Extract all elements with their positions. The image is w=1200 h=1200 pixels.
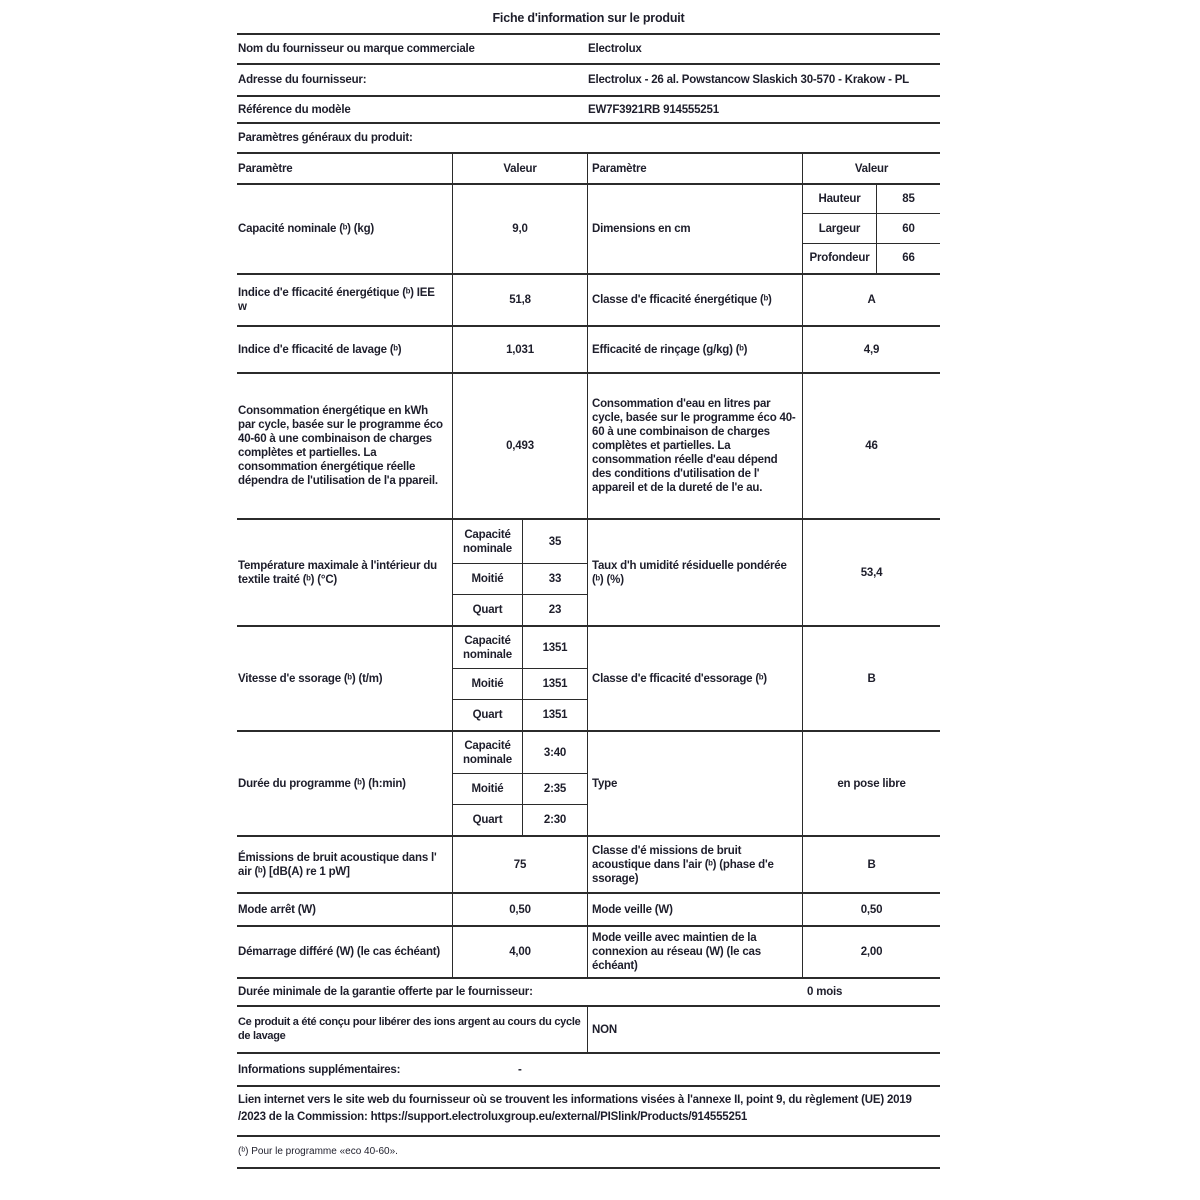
dimension-depth-value: 66	[902, 252, 915, 265]
row-consumption	[237, 374, 940, 520]
energy-class-label: Classe d'e fficacité énergétique (ᵇ)	[588, 275, 803, 325]
duration-rated-label: Capacité nominale	[453, 732, 523, 773]
energy-consumption-label: Consommation énergétique en kWh par cycle, basée sur le programme éco 40-60 à une combinaison de charges complètes et partielles. La consommation énergétique réelle dépendra de l'utilisation de l'a ppareil.	[237, 374, 453, 518]
product-information-sheet	[237, 0, 940, 1169]
header-param-left: Paramètre	[237, 154, 453, 183]
max-temp-label: Température maximale à l'intérieur du textile traité (ᵇ) (°C)	[237, 520, 453, 625]
duration-half-row	[453, 774, 587, 804]
row-temperature-humidity	[237, 520, 940, 627]
max-temp-half-row	[453, 564, 587, 594]
max-temp-half-value: 33	[548, 572, 562, 585]
header-value-right: Valeur	[854, 162, 889, 175]
iee-value: 51,8	[453, 275, 588, 325]
warranty-label: Durée minimale de la garantie offerte par le fournisseur:	[238, 986, 533, 998]
spin-quarter-value: 1351	[542, 708, 568, 721]
networked-standby-value: 2,00	[860, 946, 883, 958]
row-duration-type	[237, 732, 940, 837]
off-mode-value: 0,50	[453, 894, 588, 925]
dimensions-label: Dimensions en cm	[588, 185, 803, 273]
noise-class-label: Classe d'é missions de bruit acoustique dans l'air (ᵇ) (phase d'e ssorage)	[588, 837, 803, 892]
row-energy-index-class	[237, 275, 940, 327]
delayed-start-value: 4,00	[453, 927, 588, 977]
spin-half-row	[453, 669, 587, 699]
dimension-depth-label: Profondeur	[803, 244, 877, 273]
supplier-address-value: Electrolux - 26 al. Powstancow Slaskich 30-570 - Krakow - PL	[588, 74, 909, 86]
table-header-row	[237, 154, 940, 185]
duration-quarter-row	[453, 805, 587, 835]
delayed-start-label: Démarrage différé (W) (le cas échéant)	[237, 927, 453, 977]
additional-info-label: Informations supplémentaires:	[238, 1063, 401, 1076]
rinse-value: 4,9	[863, 343, 880, 356]
duration-quarter-label: Quart	[453, 805, 523, 835]
row-noise	[237, 837, 940, 894]
type-label: Type	[588, 732, 803, 835]
warranty-row	[237, 979, 940, 1007]
dimension-width-label: Largeur	[803, 214, 877, 242]
dimension-depth-row	[803, 244, 940, 273]
row-delayed-networked	[237, 927, 940, 979]
spin-quarter-label: Quart	[453, 700, 523, 730]
supplier-address-row	[237, 65, 940, 97]
type-value: en pose libre	[837, 777, 906, 790]
spin-half-value: 1351	[542, 677, 568, 690]
spin-rated-label: Capacité nominale	[453, 627, 523, 668]
iee-label: Indice d'e fficacité énergétique (ᵇ) IEE w	[237, 275, 453, 325]
humidity-value: 53,4	[860, 566, 883, 579]
off-mode-label: Mode arrêt (W)	[237, 894, 453, 925]
spin-quarter-row	[453, 700, 587, 730]
rinse-label: Efficacité de rinçage (g/kg) (ᵇ)	[588, 327, 803, 372]
spin-rated-value: 1351	[542, 641, 568, 654]
supplier-name-row	[237, 35, 940, 65]
dimensions-subtable	[803, 185, 940, 273]
max-temp-quarter-value: 23	[548, 603, 562, 616]
footnote-text: (ᵇ) Pour le programme «eco 40-60».	[237, 1137, 940, 1169]
silver-ions-value: NON	[592, 1023, 617, 1036]
dimension-height-value: 85	[902, 193, 915, 206]
max-temp-rated-row	[453, 520, 587, 564]
networked-standby-label: Mode veille avec maintien de la connexion au réseau (W) (le cas échéant)	[588, 927, 803, 977]
dimension-height-label: Hauteur	[803, 185, 877, 213]
capacity-value: 9,0	[453, 185, 588, 273]
additional-info-value: -	[518, 1063, 522, 1076]
row-off-standby	[237, 894, 940, 927]
duration-half-value: 2:35	[543, 782, 567, 795]
row-capacity-dimensions	[237, 185, 940, 275]
header-param-right: Paramètre	[588, 154, 803, 183]
model-reference-value: EW7F3921RB 914555251	[588, 103, 719, 116]
duration-subtable	[453, 732, 588, 835]
warranty-value: 0 mois	[807, 986, 843, 998]
supplier-name-label: Nom du fournisseur ou marque commerciale	[238, 43, 475, 55]
additional-info-row	[237, 1054, 940, 1087]
wash-index-value: 1,031	[453, 327, 588, 372]
water-consumption-label: Consommation d'eau en litres par cycle, basée sur le programme éco 40-60 à une combinaison de charges complètes et partielles. La consommation réelle d'eau dépend des conditions d'utilisation de l' appareil et de la dureté de l'e au.	[588, 374, 803, 518]
duration-quarter-value: 2:30	[543, 813, 567, 826]
spin-class-label: Classe d'e fficacité d'essorage (ᵇ)	[588, 627, 803, 730]
spin-class-value: B	[867, 672, 876, 685]
max-temp-rated-label: Capacité nominale	[453, 520, 523, 563]
duration-rated-row	[453, 732, 587, 774]
capacity-label: Capacité nominale (ᵇ) (kg)	[237, 185, 453, 273]
silver-ions-row	[237, 1007, 940, 1054]
page-title: Fiche d'information sur le produit	[237, 0, 940, 35]
energy-class-value: A	[867, 294, 876, 306]
humidity-label: Taux d'h umidité résiduelle pondérée (ᵇ) (%)	[588, 520, 803, 625]
spin-rated-row	[453, 627, 587, 669]
row-spin	[237, 627, 940, 732]
silver-ions-label: Ce produit a été conçu pour libérer des ions argent au cours du cycle de lavage	[237, 1007, 588, 1052]
noise-value: 75	[453, 837, 588, 892]
dimension-width-value: 60	[902, 222, 915, 235]
spin-speed-label: Vitesse d'e ssorage (ᵇ) (t/m)	[237, 627, 453, 730]
duration-half-label: Moitié	[453, 774, 523, 803]
water-consumption-value: 46	[865, 440, 878, 452]
max-temp-quarter-label: Quart	[453, 595, 523, 625]
noise-class-value: B	[867, 858, 876, 871]
dimension-width-row	[803, 214, 940, 243]
model-reference-row	[237, 97, 940, 124]
row-wash-rinse	[237, 327, 940, 374]
duration-rated-value: 3:40	[543, 746, 567, 759]
section-heading: Paramètres généraux du produit:	[237, 124, 940, 154]
standby-value: 0,50	[860, 903, 883, 916]
supplier-address-label: Adresse du fournisseur:	[238, 74, 367, 86]
energy-consumption-value: 0,493	[453, 374, 588, 518]
duration-label: Durée du programme (ᵇ) (h:min)	[237, 732, 453, 835]
dimension-height-row	[803, 185, 940, 214]
noise-label: Émissions de bruit acoustique dans l' air (ᵇ) [dB(A) re 1 pW]	[237, 837, 453, 892]
max-temp-half-label: Moitié	[453, 564, 523, 593]
header-value-left: Valeur	[453, 154, 588, 183]
model-reference-label: Référence du modèle	[238, 103, 351, 116]
supplier-link-text: Lien internet vers le site web du fournisseur où se trouvent les informations visées à l'annexe II, point 9, du règlement (UE) 2019 /2023 de la Commission: https://support.electroluxgroup.eu/external/PISlink/Products/914555251	[237, 1087, 940, 1137]
wash-index-label: Indice d'e fficacité de lavage (ᵇ)	[237, 327, 453, 372]
spin-speed-subtable	[453, 627, 588, 730]
max-temp-rated-value: 35	[548, 535, 562, 548]
max-temp-subtable	[453, 520, 588, 625]
supplier-name-value: Electrolux	[588, 43, 642, 55]
max-temp-quarter-row	[453, 595, 587, 625]
spin-half-label: Moitié	[453, 669, 523, 698]
standby-label: Mode veille (W)	[588, 894, 803, 925]
